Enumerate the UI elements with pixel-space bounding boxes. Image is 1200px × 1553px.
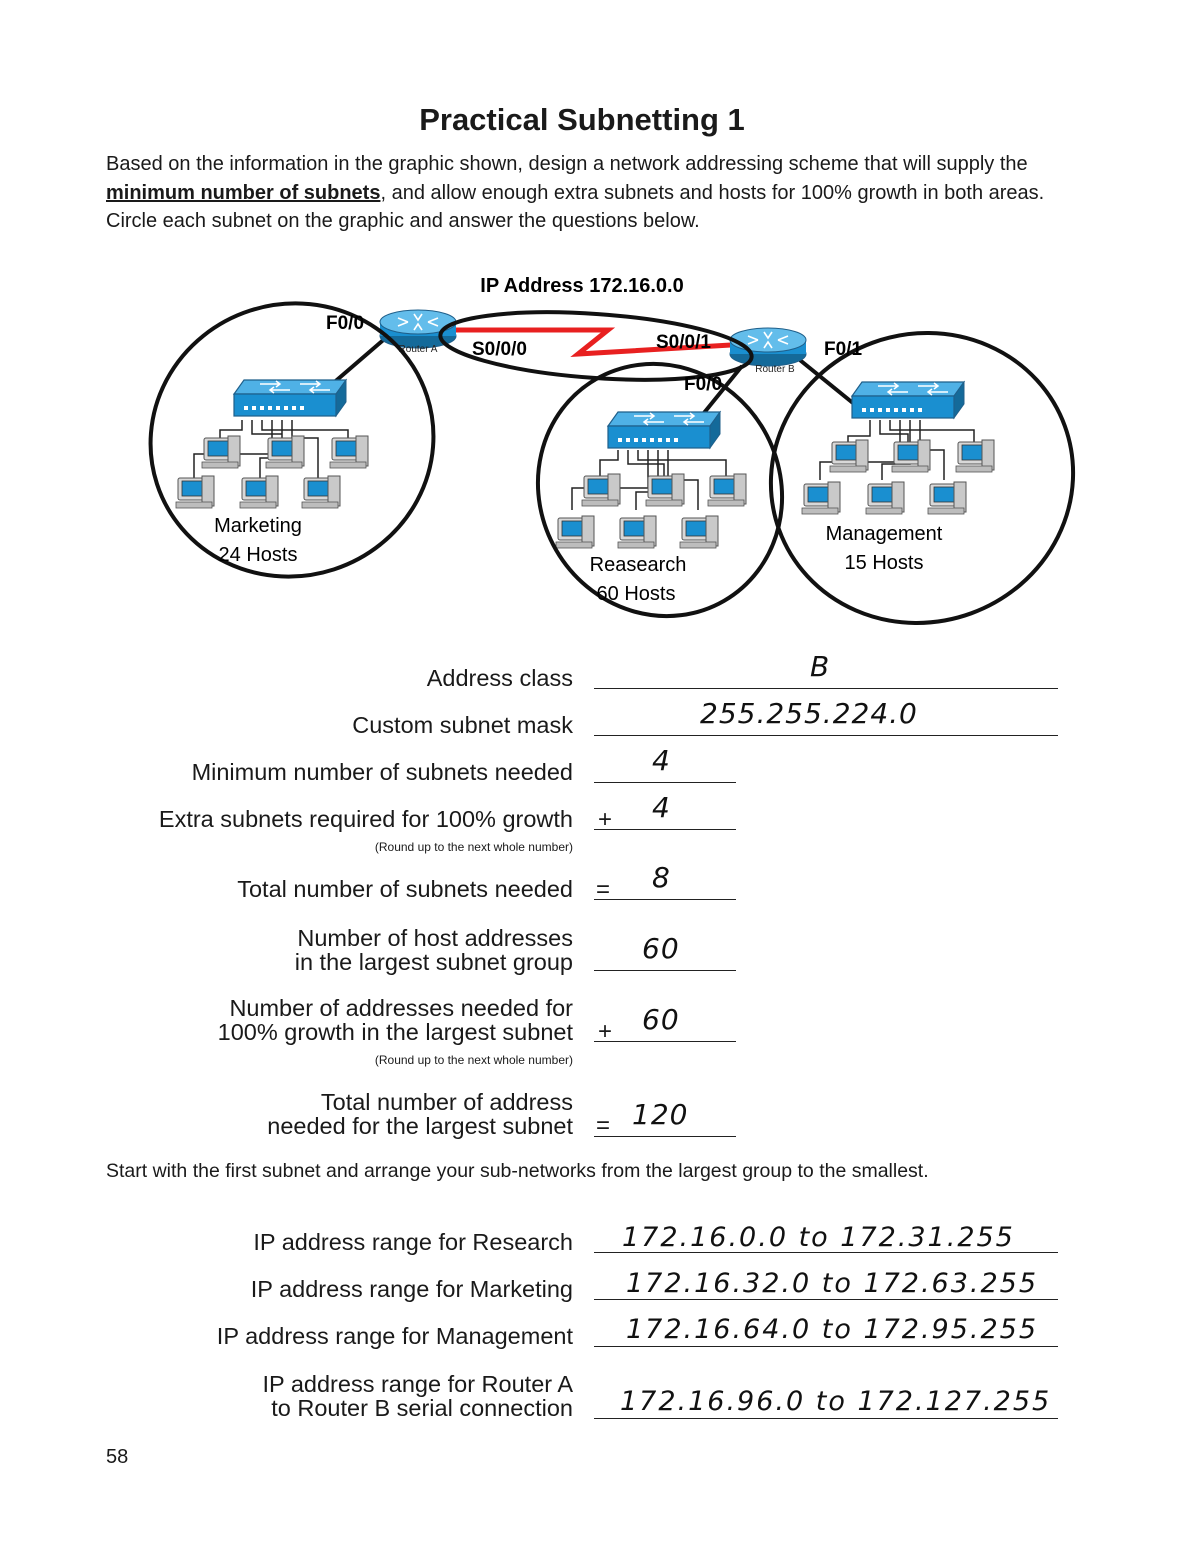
extra-subnets-answer: 4	[652, 791, 671, 824]
host-addresses-label-line1: Number of host addresses	[297, 925, 573, 951]
marketing-range-line	[594, 1299, 1058, 1300]
subnet-mask-line	[594, 735, 1058, 736]
management-name: Management	[825, 523, 943, 545]
router-a-f0-label: F0/0	[326, 313, 365, 334]
intro-emphasis: minimum number of subnets	[106, 181, 381, 204]
extra-subnets-op: +	[598, 806, 613, 833]
extra-subnets-line	[594, 829, 736, 830]
serial-range-label-line1: IP address range for Router A	[262, 1371, 573, 1397]
serial-range-line	[594, 1418, 1058, 1419]
marketing-range-answer: 172.16.32.0 to 172.63.255	[626, 1268, 1039, 1299]
marketing-switch-icon	[234, 380, 346, 416]
network-diagram	[0, 0, 1200, 640]
management-range-answer: 172.16.64.0 to 172.95.255	[626, 1314, 1039, 1345]
marketing-name: Marketing	[214, 515, 302, 537]
extra-subnets-label-text: Extra subnets required for 100% growth	[158, 806, 573, 832]
management-switch-icon	[852, 382, 964, 418]
min-subnets-answer: 4	[652, 744, 671, 777]
start-note: Start with the first subnet and arrange your sub-networks from the largest group to the smallest.	[106, 1160, 929, 1182]
router-b-name: Router B	[755, 364, 795, 375]
management-range-label: IP address range for Management	[216, 1323, 573, 1349]
router-b-f0-label: F0/0	[684, 374, 723, 395]
address-class-answer: B	[810, 650, 831, 683]
page-number: 58	[106, 1446, 129, 1468]
marketing-range-label: IP address range for Marketing	[250, 1276, 573, 1302]
research-hosts: 60 Hosts	[596, 583, 676, 605]
address-class-line	[594, 688, 1058, 689]
total-subnets-line	[594, 899, 736, 900]
intro-text-before: Based on the information in the graphic shown, design a network addressing scheme that will supply the	[106, 153, 1028, 175]
total-addresses-label	[267, 1090, 573, 1138]
extra-subnets-note: (Round up to the next whole number)	[374, 840, 573, 854]
intro-text-after: , and allow enough extra subnets and hosts for 100% growth in both areas. Circle each subnet on the graphic and answer the questions below.	[106, 181, 1045, 232]
subnet-mask-answer: 255.255.224.0	[700, 697, 918, 730]
serial-range-answer: 172.16.96.0 to 172.127.255	[620, 1386, 1052, 1417]
total-addresses-op: =	[596, 1112, 611, 1139]
management-pcs	[802, 440, 994, 514]
min-subnets-label: Minimum number of subnets needed	[191, 759, 573, 785]
research-range-answer: 172.16.0.0 to 172.31.255	[622, 1222, 1015, 1253]
growth-addresses-label-line1: Number of addresses needed for	[229, 995, 573, 1021]
min-subnets-line	[594, 782, 736, 783]
subnet-mask-label: Custom subnet mask	[352, 712, 573, 738]
growth-addresses-op: +	[598, 1018, 613, 1045]
total-subnets-label: Total number of subnets needed	[237, 876, 573, 902]
router-a-name: Router A	[398, 344, 438, 355]
research-switch-icon	[608, 412, 720, 448]
host-addresses-answer: 60	[642, 932, 680, 965]
router-b-icon	[730, 328, 806, 366]
serial-range-label-line2: to Router B serial connection	[271, 1395, 573, 1421]
growth-addresses-answer: 60	[642, 1003, 680, 1036]
management-hosts: 15 Hosts	[844, 552, 924, 574]
marketing-pcs	[176, 436, 368, 508]
router-b-f1-label: F0/1	[824, 339, 863, 360]
management-range-line	[594, 1346, 1058, 1347]
host-addresses-line	[594, 970, 736, 971]
router-b-s0-label: S0/0/1	[656, 332, 711, 353]
host-addresses-label	[295, 926, 573, 974]
total-addresses-label-line2: needed for the largest subnet	[267, 1113, 573, 1139]
host-addresses-label-line2: in the largest subnet group	[294, 949, 573, 975]
marketing-hosts: 24 Hosts	[218, 544, 298, 566]
total-addresses-answer: 120	[632, 1098, 689, 1131]
growth-addresses-line	[594, 1041, 736, 1042]
total-addresses-line	[594, 1136, 736, 1137]
growth-addresses-label	[218, 996, 573, 1072]
router-a-s0-label: S0/0/0	[472, 339, 527, 360]
total-addresses-label-line1: Total number of address	[320, 1089, 573, 1115]
research-range-label: IP address range for Research	[253, 1229, 573, 1255]
total-subnets-op: =	[596, 876, 611, 903]
total-subnets-answer: 8	[652, 861, 671, 894]
extra-subnets-label	[159, 807, 573, 859]
serial-range-label	[263, 1372, 573, 1420]
research-pcs	[556, 474, 746, 548]
growth-addresses-note: (Round up to the next whole number)	[374, 1053, 573, 1067]
research-name: Reasearch	[589, 554, 687, 576]
growth-addresses-label-line2: 100% growth in the largest subnet	[217, 1019, 573, 1045]
address-class-label: Address class	[426, 665, 573, 691]
ip-address-label: IP Address 172.16.0.0	[480, 275, 684, 297]
page-title: Practical Subnetting 1	[419, 102, 745, 137]
